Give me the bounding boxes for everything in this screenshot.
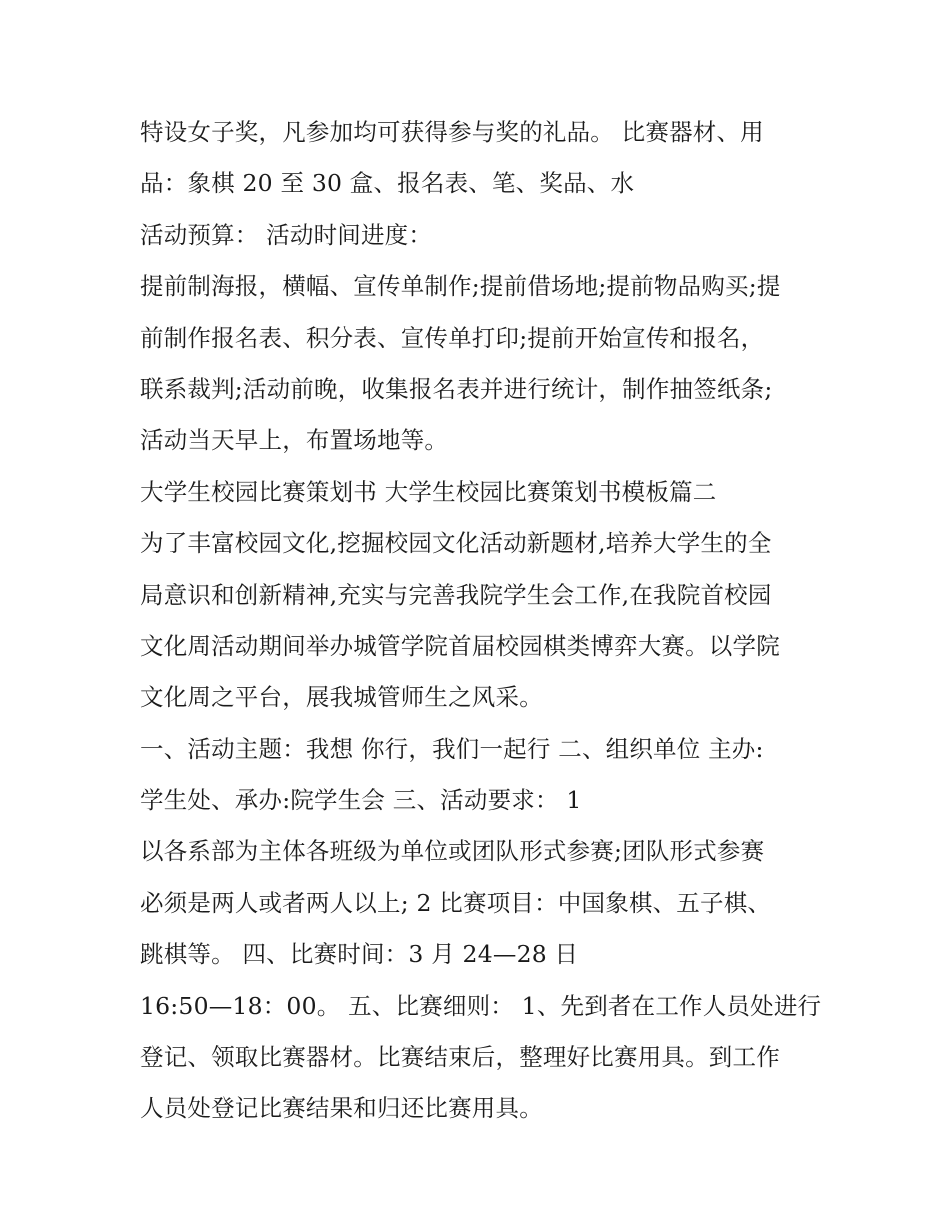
text-line-10: 局意识和创新精神,充实与完善我院学生会工作,在我院首校园 — [140, 580, 772, 609]
text-line-16: 必须是两人或者两人以上; 2 比赛项目：中国象棋、五子棋、 — [140, 888, 772, 917]
section-heading-line: 大学生校园比赛策划书 大学生校园比赛策划书模板篇二 — [140, 477, 717, 506]
text-line-15: 以各系部为主体各班级为单位或团队形式参赛;团队形式参赛 — [140, 837, 765, 866]
text-line-7: 活动当天早上，布置场地等。 — [140, 426, 449, 455]
document-body — [140, 107, 820, 1135]
text-line-19: 登记、领取比赛器材。比赛结束后，整理好比赛用具。到工作 — [140, 1043, 780, 1072]
text-line-13: 一、活动主题：我想 你行，我们一起行 二、组织单位 主办: — [140, 734, 764, 763]
text-line-9: 为了丰富校园文化,挖掘校园文化活动新题材,培养大学生的全 — [140, 529, 772, 558]
text-line-2: 品：象棋 20 至 30 盒、报名表、笔、奖品、水 — [140, 169, 635, 198]
text-line-12: 文化周之平台，展我城管师生之风采。 — [140, 683, 543, 712]
text-line-17: 跳棋等。 四、比赛时间：3 月 24—28 日 — [140, 940, 579, 969]
text-line-1: 特设女子奖，凡参加均可获得参与奖的礼品。 比赛器材、用 — [140, 118, 764, 146]
text-line-3: 活动预算： 活动时间进度： — [140, 220, 433, 249]
text-line-18: 16:50—18：00。 五、比赛细则： 1、先到者在工作人员处进行 — [140, 991, 822, 1020]
text-line-11: 文化周活动期间举办城管学院首届校园棋类博弈大赛。以学院 — [140, 631, 780, 660]
text-line-4: 提前制海报，横幅、宣传单制作;提前借场地;提前物品购买;提 — [140, 272, 781, 301]
text-line-14: 学生处、承办:院学生会 三、活动要求： 1 — [140, 786, 582, 815]
text-line-20: 人员处登记比赛结果和归还比赛用具。 — [140, 1094, 543, 1123]
text-line-6: 联系裁判;活动前晚，收集报名表并进行统计，制作抽签纸条; — [140, 374, 773, 403]
text-line-5: 前制作报名表、积分表、宣传单打印;提前开始宣传和报名， — [140, 323, 765, 352]
